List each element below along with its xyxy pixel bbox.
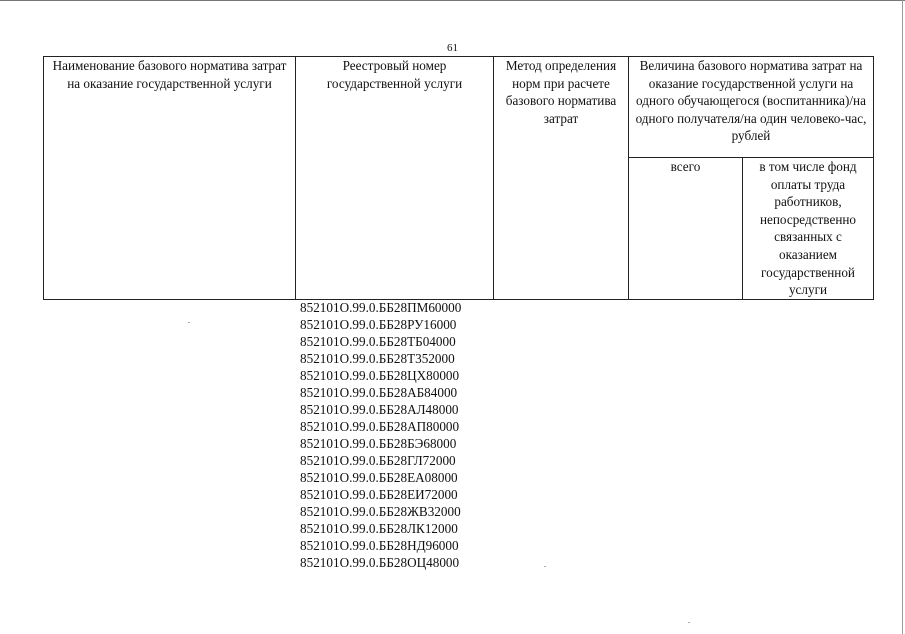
header-registry-number: Реестровый номер государственной услуги xyxy=(296,57,494,300)
list-item: 852101О.99.0.ББ28ЕА08000 xyxy=(300,470,458,485)
list-item: 852101О.99.0.ББ28ГЛ72000 xyxy=(300,453,456,468)
list-item: 852101О.99.0.ББ28АЛ48000 xyxy=(300,402,459,417)
list-item: 852101О.99.0.ББ28ОЦ48000 xyxy=(300,555,460,570)
list-item: 852101О.99.0.ББ28БЭ68000 xyxy=(300,436,457,451)
scan-speck xyxy=(688,622,690,623)
registry-code-list xyxy=(300,299,461,571)
list-item: 852101О.99.0.ББ28ЦХ80000 xyxy=(300,368,460,383)
list-item: 852101О.99.0.ББ28ЛК12000 xyxy=(300,521,458,536)
list-item: 852101О.99.0.ББ28РУ16000 xyxy=(300,317,457,332)
subheader-wage-fund: в том числе фонд оплаты труда работников, непосредственно связанных с оказанием государственной услуги xyxy=(743,158,874,300)
list-item: 852101О.99.0.ББ28ЖВ32000 xyxy=(300,504,461,519)
scan-speck xyxy=(188,322,190,323)
page-top-edge xyxy=(0,0,905,1)
subheader-total: всего xyxy=(629,158,743,300)
list-item: 852101О.99.0.ББ28Т352000 xyxy=(300,351,455,366)
list-item: 852101О.99.0.ББ28АБ84000 xyxy=(300,385,458,400)
list-item: 852101О.99.0.ББ28АП80000 xyxy=(300,419,460,434)
list-item: 852101О.99.0.ББ28ПМ60000 xyxy=(300,300,462,315)
page-right-edge xyxy=(902,0,903,634)
list-item: 852101О.99.0.ББ28ТБ04000 xyxy=(300,334,456,349)
list-item: 852101О.99.0.ББ28ЕИ72000 xyxy=(300,487,458,502)
norm-table xyxy=(43,56,874,300)
scan-speck xyxy=(544,566,546,567)
list-item: 852101О.99.0.ББ28НД96000 xyxy=(300,538,459,553)
table-header-row xyxy=(44,57,874,158)
header-norm-name: Наименование базового норматива затрат на оказание государственной услуги xyxy=(44,57,296,300)
header-norm-value: Величина базового норматива затрат на оказание государственной услуги на одного обучающегося (воспитанника)/на одного получателя/на один человеко-час, рублей xyxy=(629,57,874,158)
header-method: Метод определения норм при расчете базового норматива затрат xyxy=(494,57,629,300)
page-number: 61 xyxy=(447,42,458,54)
